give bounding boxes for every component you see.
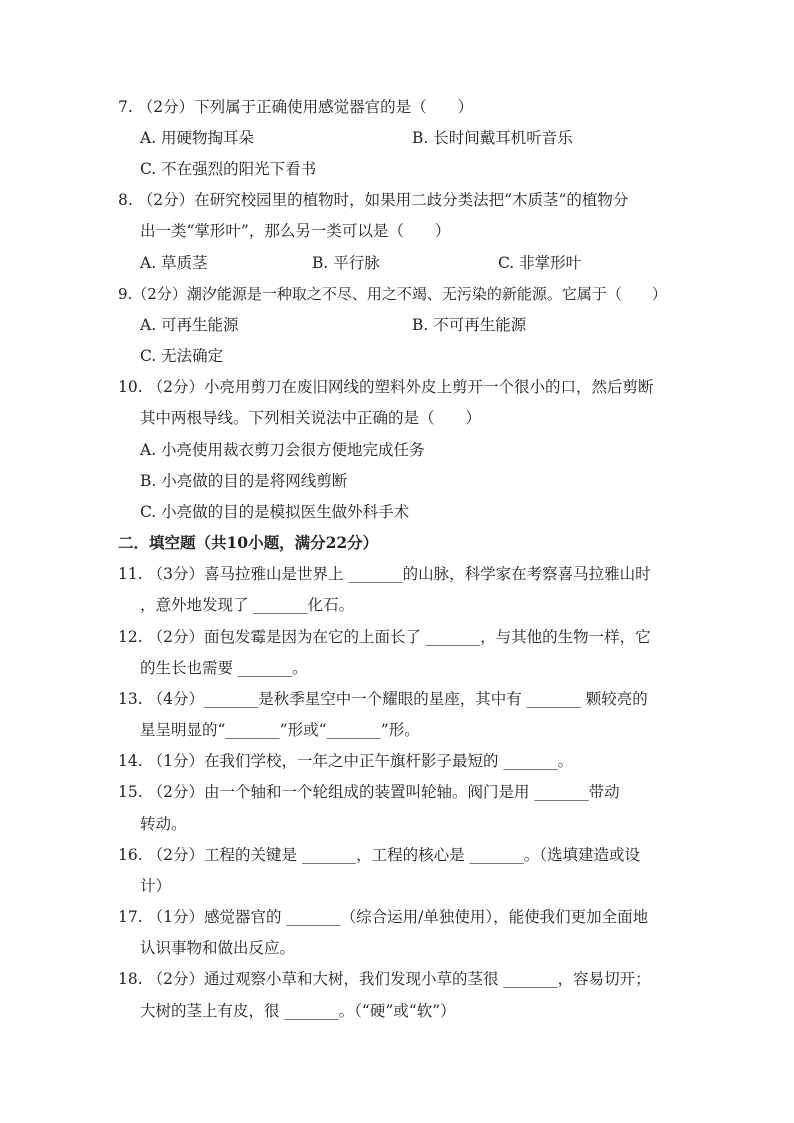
- question-13-line-1: 13. （4分）_______是秋季星空中一个耀眼的星座，其中有 _______ 颗较亮的: [118, 690, 648, 708]
- question-14: 14. （1分）在我们学校，一年之中正午旗杆影子最短的 _______。: [118, 752, 574, 770]
- question-18-line-2: 大树的茎上有皮，很 _______。（“硬”或“软”）: [140, 1002, 456, 1020]
- question-10-option-a: A. 小亮使用裁衣剪刀会很方便地完成任务: [140, 441, 425, 459]
- question-12-line-2: 的生长也需要 _______。: [140, 659, 308, 677]
- question-11-line-1: 11. （3分）喜马拉雅山是世界上 _______的山脉，科学家在考察喜马拉雅山时: [118, 565, 651, 583]
- question-17-line-2: 认识事物和做出反应。: [140, 939, 296, 957]
- question-10-option-b: B. 小亮做的目的是将网线剪断: [140, 472, 348, 490]
- question-8-stem-line-1: 8. （2分）在研究校园里的植物时，如果用二歧分类法把“木质茎“的植物分: [118, 191, 629, 209]
- question-7-option-a: A. 用硬物掏耳朵: [140, 129, 255, 147]
- question-12-line-1: 12. （2分）面包发霉是因为在它的上面长了 _______，与其他的生物一样，它: [118, 628, 651, 646]
- question-9-option-b: B. 不可再生能源: [412, 316, 527, 334]
- question-15-line-2: 转动。: [140, 815, 187, 833]
- question-9-option-a: A. 可再生能源: [140, 316, 239, 334]
- question-7-option-c: C. 不在强烈的阳光下看书: [140, 160, 317, 178]
- question-17-line-1: 17. （1分）感觉器官的 _______（综合运用/单独使用），能使我们更加全面地: [118, 908, 649, 926]
- question-9-option-c: C. 无法确定: [140, 347, 224, 365]
- section-2-heading: 二．填空题（共10小题，满分22分）: [118, 533, 379, 552]
- question-18-line-1: 18. （2分）通过观察小草和大树，我们发现小草的茎很 _______，容易切开；: [118, 970, 651, 988]
- question-8-option-a: A. 草质茎: [140, 254, 208, 272]
- question-7-stem: 7. （2分）下列属于正确使用感觉器官的是（ ）: [118, 98, 474, 116]
- question-13-line-2: 星呈明显的“_______”形或“_______”形。: [140, 721, 420, 739]
- question-10-option-c: C. 小亮做的目的是模拟医生做外科手术: [140, 503, 410, 521]
- question-8-option-b: B. 平行脉: [312, 254, 380, 272]
- question-11-line-2: ，意外地发现了 _______化石。: [140, 596, 355, 614]
- question-15-line-1: 15. （2分）由一个轴和一个轮组成的装置叫轮轴。阀门是用 _______带动: [118, 783, 620, 801]
- question-16-line-2: 计）: [140, 877, 172, 895]
- question-16-line-1: 16. （2分）工程的关键是 _______，工程的核心是 _______。（选填建造或设: [118, 846, 641, 864]
- question-7-option-b: B. 长时间戴耳机听音乐: [412, 129, 573, 147]
- question-10-stem-line-2: 其中两根导线。下列相关说法中正确的是（ ）: [140, 409, 482, 427]
- question-8-option-c: C. 非掌形叶: [498, 254, 582, 272]
- question-8-stem-line-2: 出一类“掌形叶”，那么另一类可以是（ ）: [140, 222, 451, 240]
- question-10-stem-line-1: 10. （2分）小亮用剪刀在废旧网线的塑料外皮上剪开一个很小的口，然后剪断: [118, 378, 654, 396]
- question-9-stem: 9.（2分）潮汐能源是一种取之不尽、用之不竭、无污染的新能源。它属于（ ）: [118, 285, 667, 303]
